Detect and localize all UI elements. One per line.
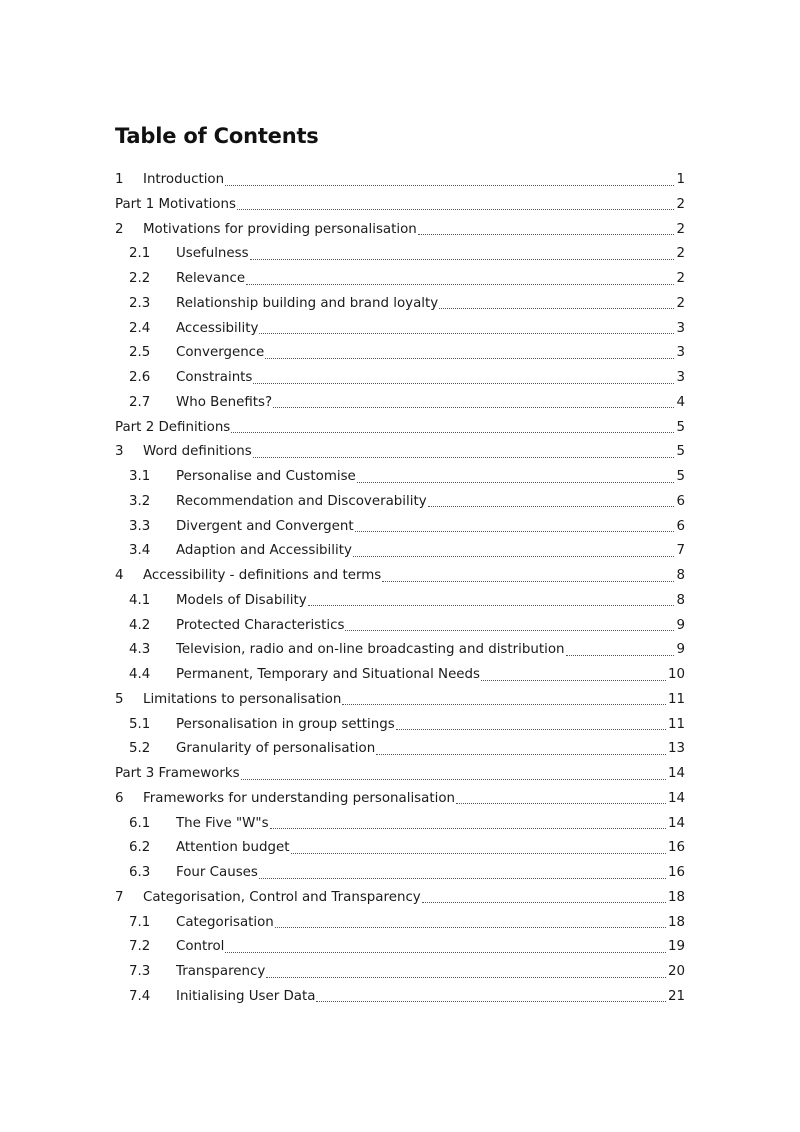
toc-entry-title: Television, radio and on-line broadcasting and distribution <box>176 642 565 658</box>
toc-entry-number: 5.2 <box>129 741 151 757</box>
toc-entry-page-number: 11 <box>667 716 685 732</box>
toc-entry[interactable] <box>129 269 685 289</box>
toc-entry-page-number: 20 <box>667 964 685 979</box>
toc-entry-page-number: 6 <box>676 518 685 534</box>
toc-entry-number: 3 <box>115 444 124 460</box>
toc-entry-title: Adaption and Accessibility <box>176 543 352 559</box>
toc-dot-leader <box>566 655 675 656</box>
toc-entry[interactable] <box>129 244 685 264</box>
toc-dot-leader <box>481 680 666 681</box>
toc-dot-leader <box>273 407 674 408</box>
toc-entry-title: Control <box>176 939 225 955</box>
toc-dot-leader <box>422 902 666 903</box>
toc-entry-number: 5 <box>115 691 124 707</box>
toc-entry[interactable] <box>115 690 685 710</box>
toc-entry-page-number: 5 <box>676 419 685 435</box>
toc-entry-title: Who Benefits? <box>176 394 273 410</box>
toc-entry-title: Categorisation <box>176 914 274 930</box>
toc-entry-number: 2 <box>115 221 124 237</box>
toc-dot-leader <box>382 581 674 582</box>
toc-entry[interactable] <box>115 789 685 809</box>
toc-dot-leader <box>291 853 666 854</box>
toc-entry-number: 2.2 <box>129 271 151 286</box>
toc-dot-leader <box>253 457 675 458</box>
toc-dot-leader <box>376 754 666 755</box>
toc-entry-title: Personalise and Customise <box>176 469 356 484</box>
toc-entry-title: Relationship building and brand loyalty <box>176 295 439 311</box>
toc-entry-page-number: 8 <box>676 568 685 583</box>
toc-entry-title: Relevance <box>176 271 246 286</box>
toc-entry[interactable] <box>115 566 685 586</box>
toc-entry-page-number: 21 <box>667 988 685 1004</box>
toc-entry[interactable] <box>129 987 685 1007</box>
toc-entry-page-number: 2 <box>676 221 685 237</box>
toc-entry-page-number: 11 <box>667 691 685 707</box>
toc-entry-number: 4.1 <box>129 592 151 608</box>
toc-entry-number: 6.3 <box>129 865 151 880</box>
toc-entry[interactable] <box>129 665 685 685</box>
toc-entry-title: Constraints <box>176 370 253 385</box>
toc-entry-title: Four Causes <box>176 865 258 880</box>
toc-dot-leader <box>456 803 666 804</box>
toc-entry-page-number: 6 <box>676 493 685 509</box>
toc-dot-leader <box>439 308 674 309</box>
toc-dot-leader <box>353 556 675 557</box>
toc-entry-number: 2.3 <box>129 295 151 311</box>
toc-entry-page-number: 3 <box>676 320 685 336</box>
toc-part-entry[interactable] <box>115 764 685 784</box>
toc-entry-title: Personalisation in group settings <box>176 716 395 732</box>
toc-entry-title: Word definitions <box>143 444 252 460</box>
toc-entry-title: Permanent, Temporary and Situational Needs <box>176 667 481 682</box>
toc-entry-page-number: 18 <box>667 914 685 930</box>
toc-entry-page-number: 2 <box>676 271 685 286</box>
toc-entry-title: Part 2 Definitions <box>115 419 231 435</box>
toc-entry[interactable] <box>129 517 685 537</box>
toc-entry-page-number: 16 <box>667 865 685 880</box>
toc-dot-leader <box>270 828 666 829</box>
toc-dot-leader <box>259 333 674 334</box>
toc-entry-title: Part 1 Motivations <box>115 196 236 212</box>
toc-entry[interactable] <box>129 492 685 512</box>
toc-entry-page-number: 9 <box>676 642 685 658</box>
toc-entry-number: 2.4 <box>129 320 151 336</box>
toc-dot-leader <box>225 952 666 953</box>
toc-dot-leader <box>237 209 675 210</box>
page-title: Table of Contents <box>115 124 319 148</box>
toc-entry[interactable] <box>129 368 685 388</box>
toc-entry[interactable] <box>115 220 685 240</box>
toc-entry[interactable] <box>129 913 685 933</box>
toc-part-entry[interactable] <box>115 195 685 215</box>
toc-entry-page-number: 14 <box>667 766 685 781</box>
toc-dot-leader <box>345 630 674 631</box>
toc-entry-page-number: 19 <box>667 939 685 955</box>
toc-entry-page-number: 10 <box>667 667 685 682</box>
toc-dot-leader <box>342 704 666 705</box>
toc-entry[interactable] <box>129 863 685 883</box>
toc-entry-title: The Five "W"s <box>176 815 269 831</box>
toc-entry-number: 6.2 <box>129 840 151 856</box>
toc-dot-leader <box>265 358 674 359</box>
toc-dot-leader <box>266 977 666 978</box>
toc-entry[interactable] <box>129 467 685 487</box>
toc-entry-page-number: 3 <box>676 345 685 361</box>
toc-entry[interactable] <box>129 393 685 413</box>
toc-entry-page-number: 2 <box>676 246 685 262</box>
toc-entry-number: 7.2 <box>129 939 151 955</box>
toc-entry-title: Attention budget <box>176 840 290 856</box>
toc-entry-page-number: 1 <box>676 172 685 187</box>
toc-entry-title: Accessibility - definitions and terms <box>143 568 382 583</box>
toc-entry-title: Recommendation and Discoverability <box>176 493 427 509</box>
toc-dot-leader <box>225 185 674 186</box>
toc-entry-title: Categorisation, Control and Transparency <box>143 889 421 905</box>
toc-entry-number: 4 <box>115 568 124 583</box>
toc-entry[interactable] <box>129 343 685 363</box>
toc-dot-leader <box>246 284 674 285</box>
toc-entry-page-number: 14 <box>667 790 685 806</box>
toc-entry-title: Granularity of personalisation <box>176 741 376 757</box>
toc-entry[interactable] <box>129 616 685 636</box>
toc-dot-leader <box>428 506 675 507</box>
toc-entry-title: Frameworks for understanding personalisation <box>143 790 456 806</box>
toc-entry-number: 7.3 <box>129 964 151 979</box>
toc-part-entry[interactable] <box>115 418 685 438</box>
toc-entry-page-number: 5 <box>676 469 685 484</box>
toc-entry[interactable] <box>129 591 685 611</box>
toc-entry-number: 3.2 <box>129 493 151 509</box>
toc-entry-number: 6 <box>115 790 124 806</box>
toc-dot-leader <box>250 259 675 260</box>
toc-entry[interactable] <box>129 962 685 982</box>
toc-dot-leader <box>253 383 674 384</box>
toc-dot-leader <box>231 432 674 433</box>
toc-entry[interactable] <box>129 937 685 957</box>
toc-entry-title: Protected Characteristics <box>176 617 345 633</box>
toc-dot-leader <box>275 927 666 928</box>
toc-entry-number: 7.1 <box>129 914 151 930</box>
toc-entry-number: 4.3 <box>129 642 151 658</box>
toc-entry-number: 7.4 <box>129 988 151 1004</box>
toc-dot-leader <box>316 1001 665 1002</box>
toc-entry[interactable] <box>115 170 685 190</box>
toc-entry-number: 5.1 <box>129 716 151 732</box>
toc-entry-page-number: 16 <box>667 840 685 856</box>
toc-entry-number: 3.1 <box>129 469 151 484</box>
toc-entry-number: 2.6 <box>129 370 151 385</box>
toc-entry-title: Initialising User Data <box>176 988 316 1004</box>
toc-entry[interactable] <box>115 442 685 462</box>
toc-entry-number: 4.2 <box>129 617 151 633</box>
toc-dot-leader <box>357 482 675 483</box>
toc-entry[interactable] <box>129 838 685 858</box>
toc-entry-number: 1 <box>115 172 124 187</box>
toc-entry-page-number: 13 <box>667 741 685 757</box>
toc-entry-number: 2.7 <box>129 394 151 410</box>
toc-entry-title: Convergence <box>176 345 265 361</box>
toc-entry[interactable] <box>129 814 685 834</box>
toc-entry-number: 2.5 <box>129 345 151 361</box>
toc-entry-title: Part 3 Frameworks <box>115 766 240 781</box>
toc-entry-title: Usefulness <box>176 246 249 262</box>
toc-entry-page-number: 9 <box>676 617 685 633</box>
toc-entry[interactable] <box>115 888 685 908</box>
toc-entry[interactable] <box>129 715 685 735</box>
toc-entry[interactable] <box>129 739 685 759</box>
toc-entry-page-number: 8 <box>676 592 685 608</box>
toc-entry-page-number: 4 <box>676 394 685 410</box>
toc-entry-number: 3.4 <box>129 543 151 559</box>
toc-dot-leader <box>355 531 675 532</box>
toc-entry-title: Limitations to personalisation <box>143 691 342 707</box>
toc-entry[interactable] <box>129 319 685 339</box>
toc-entry-number: 4.4 <box>129 667 151 682</box>
toc-dot-leader <box>396 729 666 730</box>
toc-entry-page-number: 2 <box>676 196 685 212</box>
toc-entry-number: 2.1 <box>129 246 151 262</box>
toc-entry[interactable] <box>129 541 685 561</box>
toc-entry-page-number: 3 <box>676 370 685 385</box>
toc-dot-leader <box>241 779 666 780</box>
toc-entry[interactable] <box>129 640 685 660</box>
toc-entry-title: Introduction <box>143 172 225 187</box>
toc-entry-page-number: 5 <box>676 444 685 460</box>
toc-dot-leader <box>259 878 666 879</box>
toc-entry-page-number: 18 <box>667 889 685 905</box>
toc-entry-page-number: 7 <box>676 543 685 559</box>
toc-entry-title: Accessibility <box>176 320 259 336</box>
toc-entry-title: Divergent and Convergent <box>176 518 354 534</box>
toc-entry-page-number: 2 <box>676 295 685 311</box>
toc-entry-title: Models of Disability <box>176 592 307 608</box>
toc-entry-page-number: 14 <box>667 815 685 831</box>
toc-dot-leader <box>418 234 675 235</box>
toc-entry[interactable] <box>129 294 685 314</box>
toc-entry-number: 3.3 <box>129 518 151 534</box>
toc-entry-title: Transparency <box>176 964 266 979</box>
toc-entry-number: 6.1 <box>129 815 151 831</box>
toc-entry-number: 7 <box>115 889 124 905</box>
toc-entry-title: Motivations for providing personalisation <box>143 221 417 237</box>
toc-dot-leader <box>308 605 675 606</box>
